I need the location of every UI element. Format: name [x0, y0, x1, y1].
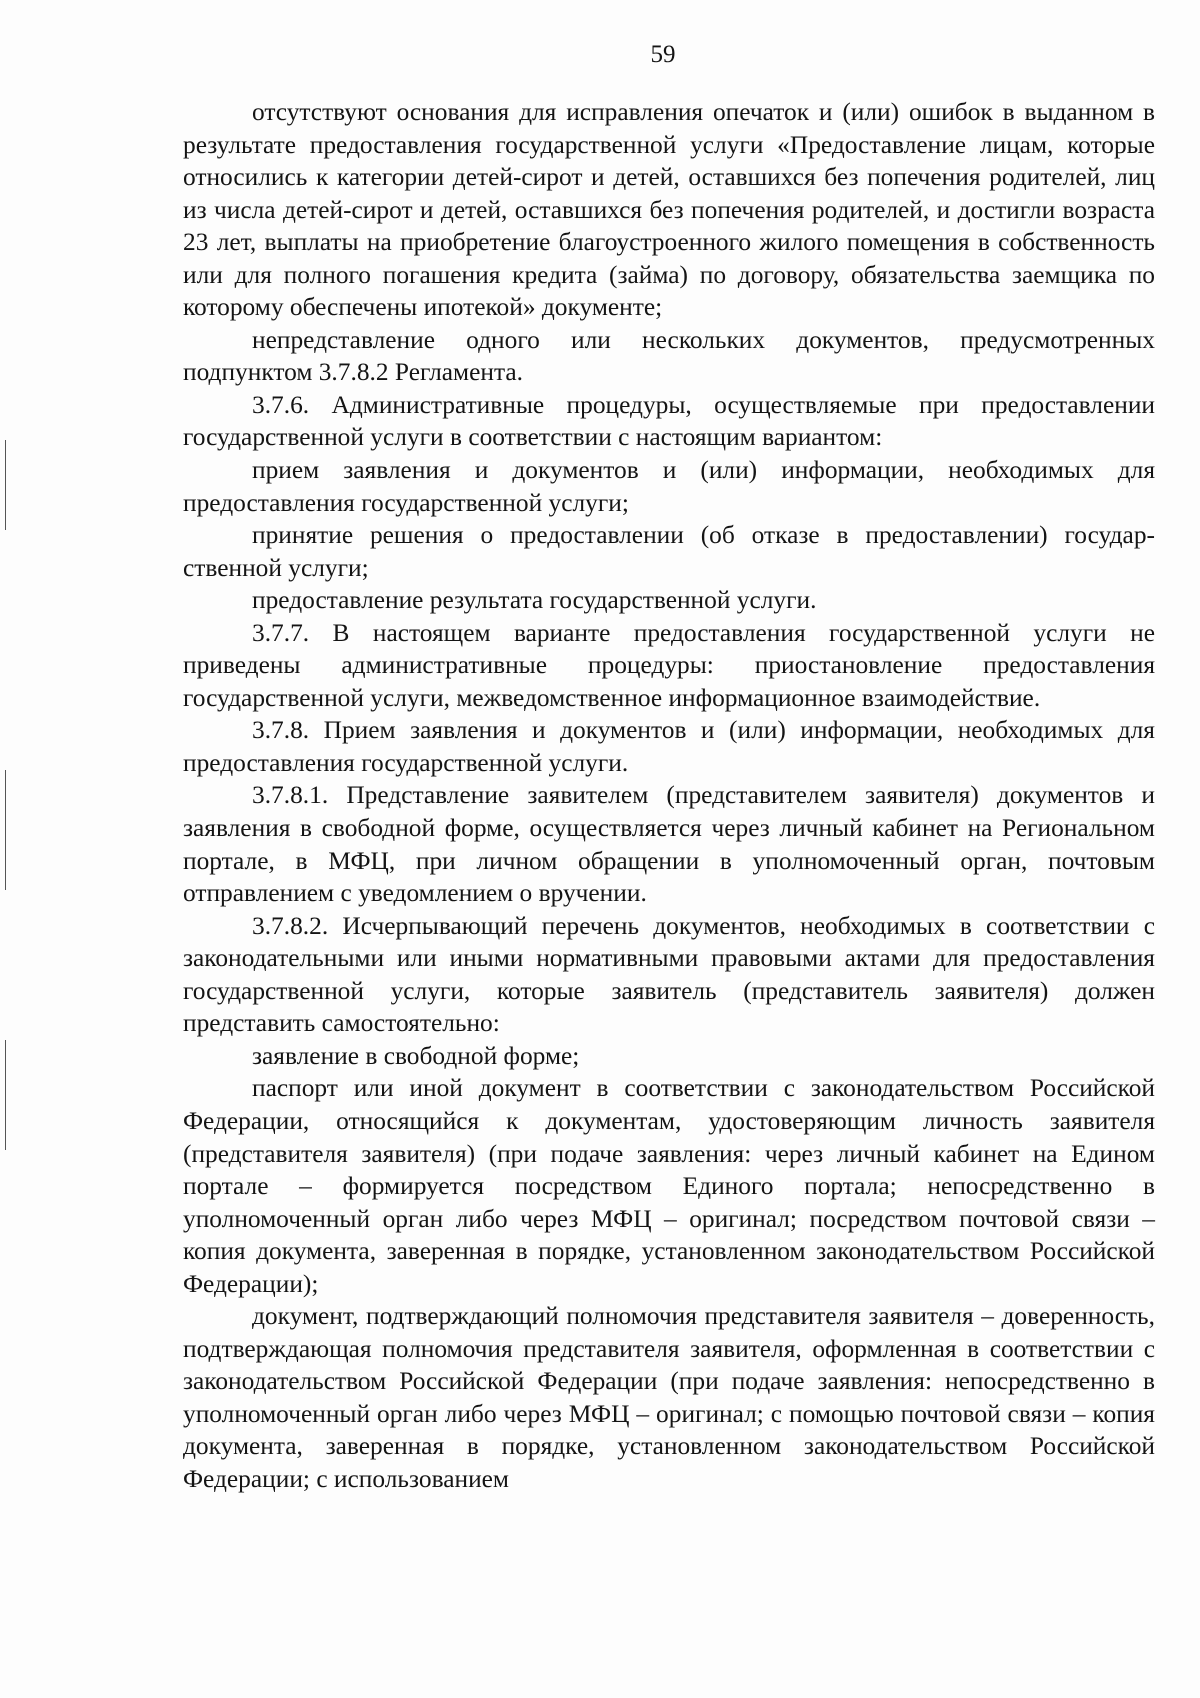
paragraph: 3.7.8.1. Представление заявителем (представителем заявителя) документов и заявления в свободной форме, осуществляется через личный кабинет на Региональном портале, в МФЦ, при личном обращении в уполномоченный орган, почтовым отправлением с уведомлением о вручении.	[183, 781, 1155, 908]
paragraph: 3.7.8.2. Исчерпывающий перечень документов, необходимых в соответствии с законодательными или иными нормативными правовыми актами для предоставления государственной услуги, которые заявитель (представитель заявителя) должен представить самостоятельно:	[183, 911, 1155, 1038]
scan-margin-mark	[5, 440, 6, 530]
paragraph: принятие решения о предоставлении (об отказе в предоставлении) государственной услуги;	[183, 521, 1155, 582]
paragraph: прием заявления и документов и (или) информации, необходимых для предоставления государственной услуги;	[183, 456, 1155, 517]
paragraph: отсутствуют основания для исправления опечаток и (или) ошибок в выданном в результате предоставления государственной услуги «Предоставление лицам, которые относились к категории детей-сирот и детей, оставшихся без попечения родителей, лиц из числа детей-сирот и детей, оставшихся без попечения родителей, и достигли возраста 23 лет, выплаты на приобретение благоустроенного жилого помещения в собственность или для полного погашения кредита (займа) по договору, обязательства заемщика по которому обеспечены ипотекой» документе;	[183, 98, 1155, 322]
paragraph: непредставление одного или нескольких документов, предусмотренных подпунктом 3.7.8.2 Регламента.	[183, 325, 1155, 387]
paragraph: паспорт или иной документ в соответствии с законодательством Российской Федерации, относящийся к документам, удостоверяющим личность заявителя (представителя заявителя) (при подаче заявления: через личный кабинет на Едином портале – формируется посредством Единого портала; непосредственно в уполномоченный орган либо через МФЦ – оригинал; посредством почтовой связи – копия документа, заверенная в порядке, установленном законодательством Российской Федерации);	[183, 1074, 1155, 1298]
scan-margin-mark	[5, 1040, 6, 1150]
paragraph: предоставление результата государственной услуги.	[252, 586, 817, 615]
document-body	[183, 96, 1155, 1496]
scan-margin-mark	[5, 770, 6, 890]
page-number: 59	[650, 41, 676, 68]
paragraph: 3.7.7. В настоящем варианте предоставления государственной услуги не приведены административные процедуры: приостановление предоставления государственной услуги, межведомственное информационное взаимодействие.	[183, 618, 1155, 712]
paragraph: заявление в свободной форме;	[252, 1041, 580, 1070]
paragraph: 3.7.8. Прием заявления и документов и (или) информации, необходимых для предоставления государственной услуги.	[183, 716, 1155, 777]
paragraph: 3.7.6. Административные процедуры, осуществляемые при предоставлении государственной услуги в соответствии с настоящим вариантом:	[183, 390, 1155, 452]
paragraph: документ, подтверждающий полномочия представителя заявителя – доверенность, подтверждающая полномочия представителя заявителя, оформленная в соответствии с законодательством Российской Федерации (при подаче заявления: непосредственно в уполномоченный орган либо через МФЦ – оригинал; с помощью почтовой связи – копия документа, заверенная в порядке, установленном законодательством Российской Федерации; с использованием	[183, 1302, 1155, 1493]
